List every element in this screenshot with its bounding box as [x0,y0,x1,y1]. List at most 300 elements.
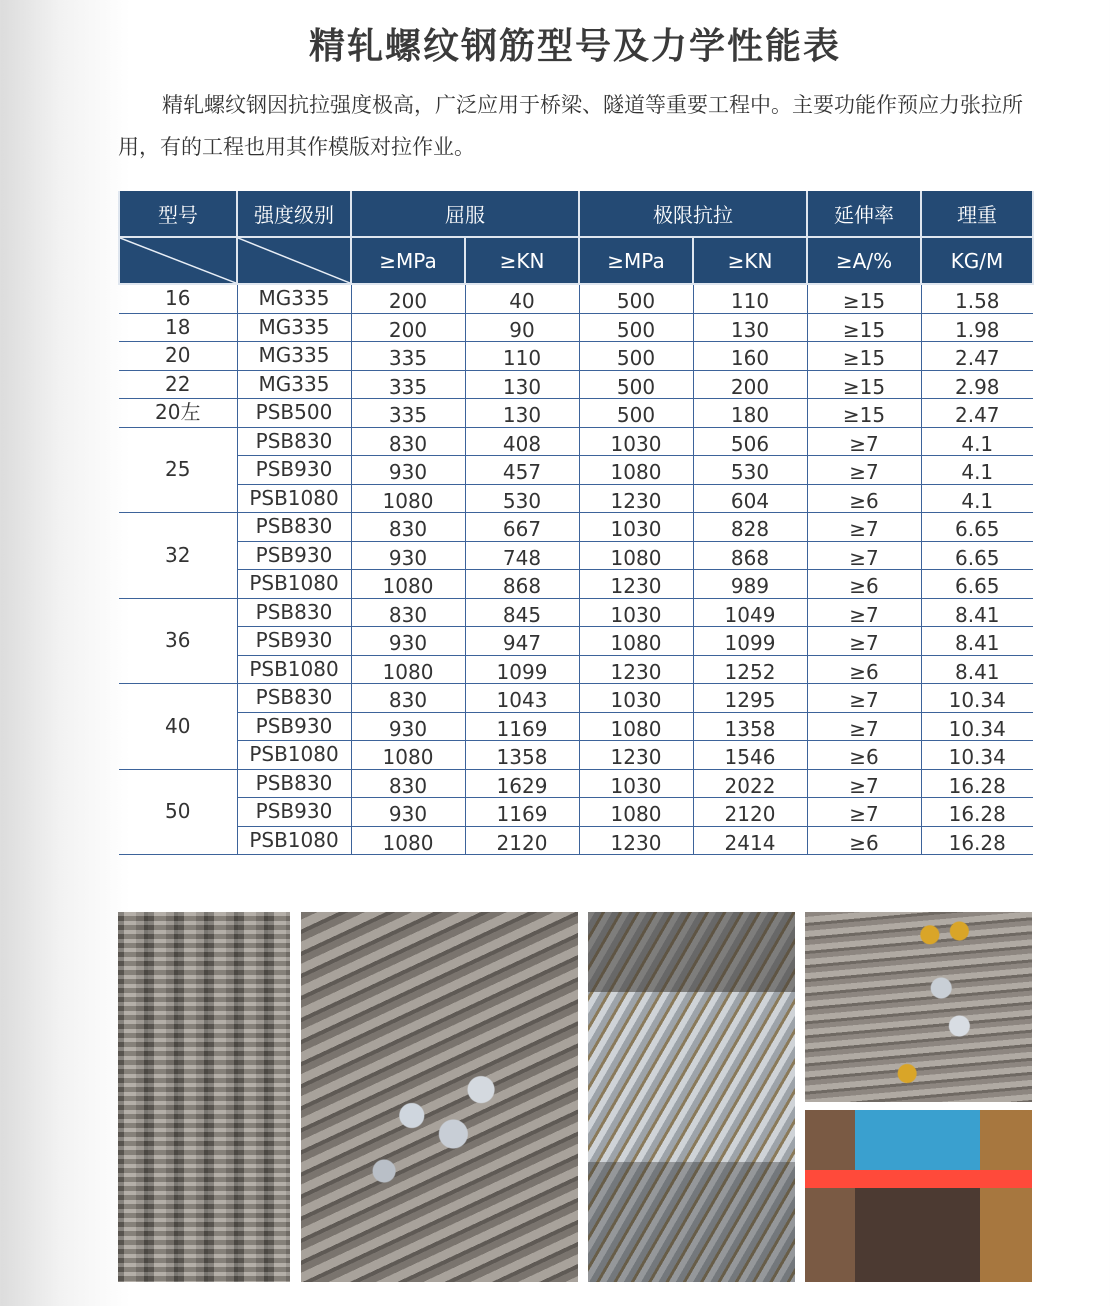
yield-kn-value: 1099 [496,659,548,684]
yield-mpa-value: 335 [388,403,428,428]
tensile-kn-value: 828 [730,517,770,542]
yield-mpa-cell [351,284,465,313]
product-photo-gallery [118,912,1032,1282]
model-value: 36 [165,628,191,653]
tensile-kn-value: 130 [730,317,770,342]
model-value: 32 [165,542,191,567]
yield-kn-value: 2120 [496,830,548,855]
weight-value: 4.1 [961,488,994,513]
tensile-mpa-cell [579,399,693,428]
yield-kn-cell [465,684,579,713]
yield-mpa-value: 930 [388,545,428,570]
weight-value: 2.98 [954,374,1000,399]
tensile-mpa-cell [579,769,693,798]
yield-kn-cell [465,741,579,770]
yield-mpa-value: 200 [388,317,428,342]
yield-kn-cell [465,627,579,656]
tensile-kn-cell [693,342,807,371]
table-row [119,684,1033,713]
yield-kn-value: 748 [502,545,542,570]
model-cell [119,313,237,342]
yield-mpa-value: 335 [388,346,428,371]
tensile-mpa-cell [579,570,693,599]
yield-mpa-cell [351,513,465,542]
table-row [119,798,1033,827]
tensile-mpa-value: 1030 [610,517,662,542]
tensile-mpa-value: 1030 [610,688,662,713]
table-row [119,826,1033,855]
header-elongation-unit: ≥A/% [807,237,921,284]
grade-cell [237,712,351,741]
tensile-kn-value: 604 [730,488,770,513]
weight-cell [921,570,1033,599]
weight-value: 10.34 [948,716,1006,741]
yield-mpa-cell [351,484,465,513]
weight-cell [921,826,1033,855]
tensile-mpa-cell [579,655,693,684]
grade-value: PSB1080 [249,656,339,681]
grade-cell [237,370,351,399]
yield-kn-value: 868 [502,574,542,599]
elongation-value: ≥7 [849,517,879,542]
tensile-kn-value: 1252 [724,659,776,684]
yield-kn-value: 845 [502,602,542,627]
grade-value: MG335 [258,343,330,368]
tensile-mpa-cell [579,513,693,542]
grade-value: PSB1080 [249,571,339,596]
weight-value: 8.41 [954,659,1000,684]
model-value: 20 [165,343,191,368]
yield-mpa-cell [351,598,465,627]
yield-mpa-cell [351,370,465,399]
table-row [119,627,1033,656]
elongation-cell [807,342,921,371]
grade-cell [237,570,351,599]
yield-mpa-value: 930 [388,460,428,485]
weight-cell [921,655,1033,684]
table-row [119,484,1033,513]
grade-value: PSB930 [255,713,333,738]
model-value: 25 [165,457,191,482]
elongation-cell [807,541,921,570]
tensile-kn-cell [693,712,807,741]
elongation-cell [807,598,921,627]
yield-mpa-value: 930 [388,631,428,656]
tensile-kn-value: 1049 [724,602,776,627]
grade-cell [237,427,351,456]
tensile-kn-cell [693,370,807,399]
yield-kn-cell [465,313,579,342]
tensile-kn-cell [693,741,807,770]
yield-kn-value: 40 [509,289,535,314]
grade-cell [237,741,351,770]
elongation-cell [807,284,921,313]
weight-value: 2.47 [954,403,1000,428]
elongation-value: ≥7 [849,602,879,627]
header-weight: 理重 [921,191,1033,237]
table-row [119,370,1033,399]
header-row-1 [119,191,1033,237]
tensile-mpa-cell [579,427,693,456]
yield-kn-cell [465,826,579,855]
weight-cell [921,399,1033,428]
elongation-value: ≥15 [842,317,886,342]
yield-mpa-cell [351,427,465,456]
model-cell [119,684,237,770]
elongation-cell [807,741,921,770]
yield-kn-cell [465,712,579,741]
yield-mpa-cell [351,769,465,798]
grade-value: PSB930 [255,628,333,653]
grade-cell [237,456,351,485]
weight-cell [921,456,1033,485]
grade-value: PSB830 [255,770,333,795]
table-row [119,399,1033,428]
page-title: 精轧螺纹钢筋型号及力学性能表 [308,26,841,67]
yield-mpa-value: 1080 [382,830,434,855]
tensile-kn-value: 506 [730,431,770,456]
header-diagonal-cell [119,237,237,284]
elongation-value: ≥6 [849,574,879,599]
header-tensile: 极限抗拉 [579,191,807,237]
model-cell [119,513,237,599]
weight-cell [921,370,1033,399]
elongation-cell [807,484,921,513]
tensile-mpa-value: 500 [616,403,656,428]
tensile-mpa-cell [579,541,693,570]
tensile-kn-value: 868 [730,545,770,570]
elongation-cell [807,456,921,485]
tensile-mpa-cell [579,456,693,485]
yield-kn-cell [465,399,579,428]
tensile-kn-value: 1099 [724,631,776,656]
grade-cell [237,513,351,542]
grade-cell [237,399,351,428]
photo-rebar-stack-yellow-ends [805,912,1032,1102]
grade-value: MG335 [258,371,330,396]
grade-value: PSB930 [255,799,333,824]
tensile-kn-value: 110 [730,289,770,314]
tensile-mpa-cell [579,826,693,855]
elongation-value: ≥15 [842,289,886,314]
diagonal-line-icon [238,238,350,283]
grade-cell [237,798,351,827]
table-row [119,570,1033,599]
yield-mpa-value: 1080 [382,574,434,599]
tensile-mpa-value: 1230 [610,574,662,599]
weight-value: 6.65 [954,517,1000,542]
yield-kn-cell [465,570,579,599]
yield-kn-cell [465,541,579,570]
tensile-kn-cell [693,684,807,713]
yield-kn-value: 530 [502,488,542,513]
tensile-mpa-value: 500 [616,317,656,342]
tensile-kn-cell [693,399,807,428]
tensile-mpa-value: 1080 [610,716,662,741]
yield-kn-value: 1169 [496,802,548,827]
elongation-value: ≥7 [849,631,879,656]
weight-value: 6.65 [954,574,1000,599]
model-cell [119,427,237,513]
model-cell [119,399,237,428]
weight-value: 4.1 [961,431,994,456]
elongation-cell [807,798,921,827]
yield-kn-value: 130 [502,374,542,399]
header-yield: 屈服 [351,191,579,237]
tensile-mpa-value: 1080 [610,545,662,570]
weight-cell [921,313,1033,342]
yield-kn-cell [465,284,579,313]
yield-mpa-cell [351,342,465,371]
yield-mpa-value: 1080 [382,488,434,513]
table-body [119,284,1033,855]
tensile-mpa-cell [579,741,693,770]
tensile-mpa-value: 1080 [610,631,662,656]
yield-kn-value: 457 [502,460,542,485]
grade-cell [237,598,351,627]
weight-cell [921,541,1033,570]
tensile-kn-value: 1546 [724,745,776,770]
tensile-kn-value: 2414 [724,830,776,855]
weight-cell [921,684,1033,713]
table-row [119,284,1033,313]
model-cell [119,370,237,399]
grade-value: MG335 [258,314,330,339]
yield-mpa-cell [351,655,465,684]
elongation-value: ≥7 [849,688,879,713]
model-cell [119,284,237,313]
yield-kn-cell [465,798,579,827]
tensile-kn-cell [693,826,807,855]
model-cell [119,342,237,371]
yield-kn-value: 667 [502,517,542,542]
elongation-cell [807,513,921,542]
yield-kn-value: 1629 [496,773,548,798]
photo-hot-rolling-bar [805,1110,1032,1282]
tensile-kn-cell [693,427,807,456]
yield-mpa-value: 830 [388,773,428,798]
tensile-mpa-value: 1080 [610,460,662,485]
yield-kn-cell [465,598,579,627]
grade-cell [237,284,351,313]
header-elongation: 延伸率 [807,191,921,237]
grade-value: PSB1080 [249,742,339,767]
weight-cell [921,484,1033,513]
yield-mpa-value: 335 [388,374,428,399]
table-row [119,769,1033,798]
elongation-cell [807,313,921,342]
weight-value: 16.28 [948,802,1006,827]
grade-cell [237,313,351,342]
header-row-2 [119,237,1033,284]
elongation-cell [807,570,921,599]
yield-kn-value: 110 [502,346,542,371]
photo-rebar-bundle-cut-ends [301,912,578,1282]
grade-value: PSB930 [255,457,333,482]
weight-value: 8.41 [954,631,1000,656]
elongation-cell [807,370,921,399]
elongation-value: ≥6 [849,745,879,770]
model-value: 18 [165,314,191,339]
elongation-value: ≥15 [842,346,886,371]
tensile-mpa-cell [579,484,693,513]
table-row [119,655,1033,684]
tensile-mpa-value: 1230 [610,830,662,855]
elongation-cell [807,826,921,855]
table-row [119,427,1033,456]
tensile-mpa-value: 1030 [610,602,662,627]
yield-mpa-cell [351,399,465,428]
tensile-kn-value: 200 [730,374,770,399]
header-grade: 强度级别 [237,191,351,237]
tensile-kn-cell [693,541,807,570]
elongation-cell [807,712,921,741]
table-row [119,541,1033,570]
grade-value: PSB830 [255,428,333,453]
tensile-mpa-value: 1080 [610,802,662,827]
tensile-kn-cell [693,484,807,513]
grade-value: PSB1080 [249,827,339,852]
intro-paragraph: 精轧螺纹钢因抗拉强度极高，广泛应用于桥梁、隧道等重要工程中。主要功能作预应力张拉所用，有的工程也用其作模版对拉作业。 [118,93,1023,159]
elongation-value: ≥7 [849,802,879,827]
yield-mpa-value: 830 [388,602,428,627]
yield-kn-cell [465,370,579,399]
tensile-kn-cell [693,655,807,684]
tensile-kn-value: 989 [730,574,770,599]
yield-kn-cell [465,427,579,456]
yield-mpa-value: 930 [388,716,428,741]
yield-kn-cell [465,769,579,798]
weight-value: 1.58 [954,289,1000,314]
tensile-mpa-value: 1030 [610,431,662,456]
elongation-value: ≥7 [849,545,879,570]
model-value: 20左 [155,400,201,425]
elongation-value: ≥7 [849,716,879,741]
tensile-mpa-cell [579,798,693,827]
photo-rebar-anchor-plates [588,912,795,1282]
elongation-cell [807,655,921,684]
tensile-mpa-cell [579,684,693,713]
yield-mpa-cell [351,741,465,770]
tensile-kn-cell [693,769,807,798]
grade-cell [237,342,351,371]
rebar-spec-table [118,191,1034,855]
elongation-value: ≥7 [849,773,879,798]
yield-kn-value: 947 [502,631,542,656]
tensile-mpa-value: 1230 [610,745,662,770]
yield-kn-cell [465,342,579,371]
yield-kn-cell [465,655,579,684]
table-row [119,741,1033,770]
yield-mpa-cell [351,712,465,741]
table-row [119,712,1033,741]
grade-value: PSB830 [255,685,333,710]
yield-mpa-cell [351,570,465,599]
grade-value: MG335 [258,286,330,311]
table-row [119,456,1033,485]
header-yield-mpa: ≥MPa [351,237,465,284]
yield-mpa-cell [351,456,465,485]
tensile-kn-value: 2120 [724,802,776,827]
weight-cell [921,741,1033,770]
elongation-value: ≥15 [842,374,886,399]
weight-value: 10.34 [948,688,1006,713]
grade-cell [237,655,351,684]
grade-value: PSB930 [255,542,333,567]
tensile-mpa-cell [579,627,693,656]
header-tensile-kn: ≥KN [693,237,807,284]
header-yield-kn: ≥KN [465,237,579,284]
grade-value: PSB500 [255,400,333,425]
weight-cell [921,712,1033,741]
tensile-kn-cell [693,798,807,827]
tensile-mpa-value: 500 [616,346,656,371]
tensile-kn-value: 160 [730,346,770,371]
yield-mpa-value: 200 [388,289,428,314]
elongation-value: ≥6 [849,659,879,684]
grade-cell [237,684,351,713]
tensile-mpa-value: 500 [616,374,656,399]
tensile-kn-cell [693,456,807,485]
weight-value: 6.65 [954,545,1000,570]
photo-threaded-rebar-closeup [118,912,290,1282]
weight-cell [921,513,1033,542]
header-weight-unit: KG/M [921,237,1033,284]
table-row [119,513,1033,542]
weight-cell [921,598,1033,627]
tensile-mpa-cell [579,284,693,313]
grade-cell [237,541,351,570]
tensile-mpa-cell [579,598,693,627]
weight-cell [921,342,1033,371]
elongation-value: ≥15 [842,403,886,428]
yield-mpa-cell [351,798,465,827]
tensile-kn-value: 180 [730,403,770,428]
yield-mpa-value: 830 [388,517,428,542]
yield-kn-cell [465,456,579,485]
yield-mpa-value: 1080 [382,659,434,684]
weight-cell [921,427,1033,456]
yield-kn-value: 90 [509,317,535,342]
yield-mpa-value: 830 [388,688,428,713]
grade-value: PSB1080 [249,485,339,510]
elongation-cell [807,399,921,428]
header-diagonal-cell [237,237,351,284]
elongation-cell [807,427,921,456]
elongation-value: ≥6 [849,830,879,855]
model-cell [119,769,237,855]
grade-cell [237,769,351,798]
model-value: 40 [165,713,191,738]
yield-mpa-cell [351,313,465,342]
yield-mpa-cell [351,826,465,855]
weight-value: 1.98 [954,317,1000,342]
weight-value: 8.41 [954,602,1000,627]
header-tensile-mpa: ≥MPa [579,237,693,284]
yield-mpa-cell [351,684,465,713]
tensile-mpa-cell [579,712,693,741]
grade-value: PSB830 [255,599,333,624]
model-value: 22 [165,371,191,396]
table-row [119,313,1033,342]
header-model: 型号 [119,191,237,237]
model-cell [119,598,237,684]
tensile-kn-value: 530 [730,460,770,485]
grade-cell [237,484,351,513]
weight-cell [921,769,1033,798]
elongation-value: ≥7 [849,460,879,485]
model-value: 50 [165,799,191,824]
